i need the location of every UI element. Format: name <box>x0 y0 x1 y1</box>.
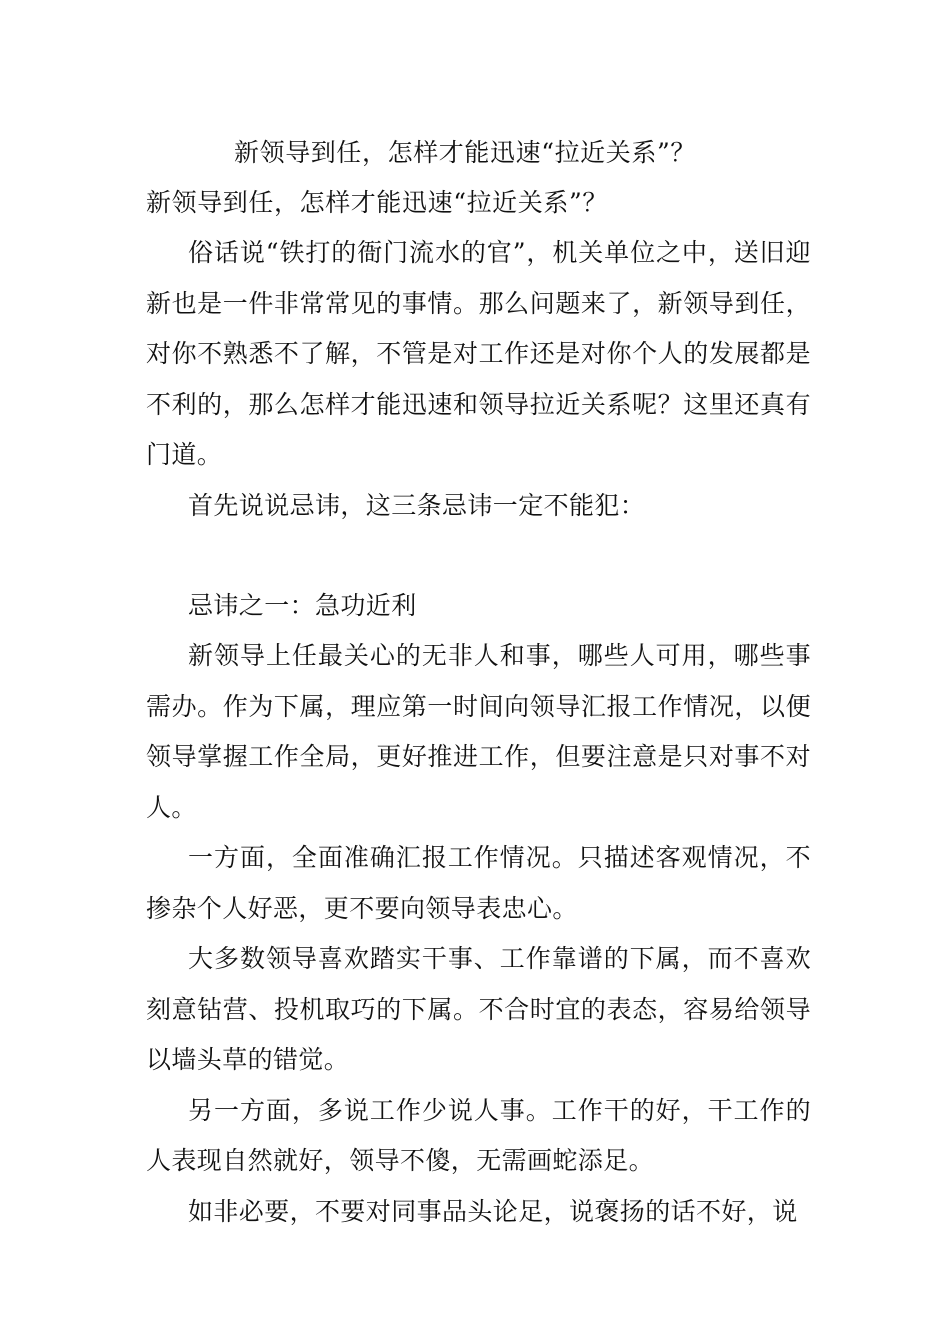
document-page <box>146 128 811 1237</box>
section-heading: 忌讳之一：急功近利 <box>188 591 417 620</box>
paragraph-taboo-intro: 首先说说忌讳，这三条忌讳一定不能犯： <box>188 490 646 520</box>
paragraph-section-4: 另一方面，多说工作少说人事。工作干的好，干工作的人表现自然就好，领导不傻，无需画蛇添足。 <box>146 1095 811 1175</box>
blank-line <box>146 531 811 581</box>
paragraph-intro: 俗话说“铁打的衙门流水的官”，机关单位之中，送旧迎新也是一件非常常见的事情。那么问题来了，新领导到任，对你不熟悉不了解，不管是对工作还是对你个人的发展都是不利的，那么怎样才能迅速和领导拉近关系呢？这里还真有门道。 <box>146 238 811 469</box>
document-subtitle: 新领导到任，怎样才能迅速“拉近关系”？ <box>146 188 608 217</box>
paragraph-section-3: 大多数领导喜欢踏实干事、工作靠谱的下属，而不喜欢刻意钻营、投机取巧的下属。不合时宜的表态，容易给领导以墙头草的错觉。 <box>146 944 811 1074</box>
document-title: 新领导到任，怎样才能迅速“拉近关系”？ <box>234 138 696 167</box>
paragraph-section-1: 新领导上任最关心的无非人和事，哪些人可用，哪些事需办。作为下属，理应第一时间向领导汇报工作情况，以便领导掌握工作全局，更好推进工作，但要注意是只对事不对人。 <box>146 641 811 822</box>
paragraph-section-2: 一方面，全面准确汇报工作情况。只描述客观情况，不掺杂个人好恶，更不要向领导表忠心。 <box>146 843 811 923</box>
paragraph-section-5: 如非必要，不要对同事品头论足，说褒扬的话不好，说 <box>188 1196 798 1226</box>
